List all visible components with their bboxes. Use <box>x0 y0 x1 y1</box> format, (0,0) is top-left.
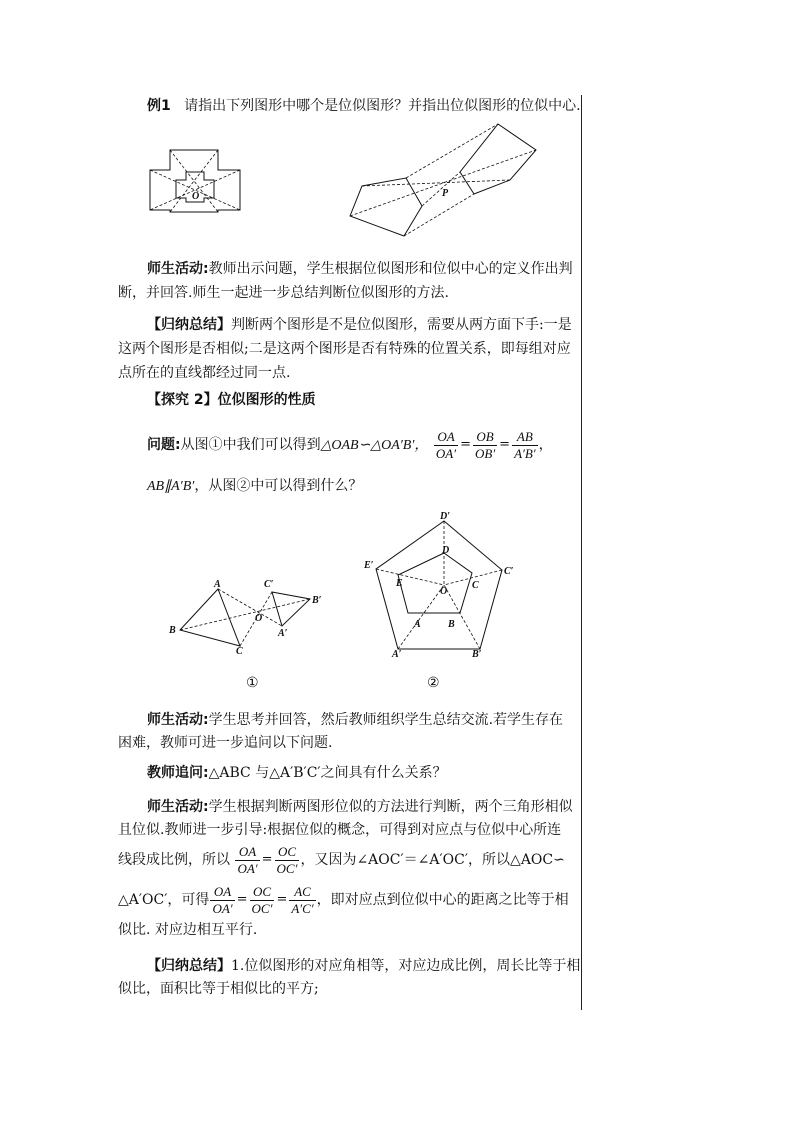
point-b: B <box>169 625 176 636</box>
center-p-label: P <box>442 188 449 199</box>
example1-line <box>147 96 581 116</box>
example1-text: 请指出下列图形中哪个是位似图形？并指出位似图形的位似中心. <box>184 98 581 114</box>
activity3-line3: 线段成比例，所以 $\frac{OA}{OA'}$ = $\frac{OC}{OC'}$ ，又因为∠AOC′＝∠A′OC′，所以△AOC∽ <box>118 843 565 876</box>
point-e-prime: E′ <box>364 560 374 571</box>
outer-cross-shape <box>150 150 240 212</box>
right-pentagon <box>460 124 536 194</box>
point-c-prime: C′ <box>504 566 514 577</box>
point-c: C <box>236 646 243 657</box>
figure2-caption: ② <box>427 675 440 691</box>
ratio-ab: $\frac{AB}{A'B'}$ <box>514 428 536 461</box>
ratio-oa: $\frac{OA}{OA'}$ <box>237 843 258 876</box>
summary2-line1: 【归纳总结】1.位似图形的对应角相等，对应边成比例，周长比等于相 <box>147 958 581 974</box>
ratio-oa-2: $\frac{OA}{OA'}$ <box>212 883 233 916</box>
activity3-line2: 且位似.教师进一步引导:根据位似的概念，可得到对应点与位似中心所连 <box>118 822 562 838</box>
point-e: E <box>396 578 403 589</box>
margin-rule <box>581 95 582 1010</box>
point-a: A <box>414 619 421 630</box>
activity1-line1: 师生活动:教师出示问题，学生根据位似图形和位似中心的定义作出判 <box>147 261 573 277</box>
cross-figure <box>148 150 244 212</box>
activity1-line2: 断，并回答.师生一起进一步总结判断位似图形的方法. <box>118 285 449 301</box>
summary1-line1: 【归纳总结】判断两个图形是不是位似图形，需要从两方面下手:一是 <box>147 317 572 333</box>
teacher-question-label: 教师追问: <box>147 765 209 781</box>
activity3-line1: 师生活动:学生根据判断两图形位似的方法进行判断，两个三角形相似 <box>147 799 573 815</box>
point-a-prime: A′ <box>278 628 288 639</box>
left-pentagon <box>350 178 422 236</box>
ratio-ac: $\frac{AC}{A'C'}$ <box>291 883 314 916</box>
activity2-line1: 师生活动:学生思考并回答，然后教师组织学生总结交流.若学生存在 <box>147 712 564 728</box>
parallel-statement: AB∥A′B′ <box>147 479 195 494</box>
point-o: O <box>440 586 448 597</box>
ratio-oc: $\frac{OC}{OC'}$ <box>276 843 298 876</box>
point-d-prime: D′ <box>440 511 451 522</box>
explore2-label: 【探究 2】 <box>147 392 218 408</box>
ratio-oa: $\frac{OA}{OA'}$ <box>435 428 457 461</box>
similar-statement: △OAB∽△OA′B′， <box>320 438 429 453</box>
summary1-line3: 点所在的直线都经过同一点. <box>118 365 291 381</box>
summary1-line2: 这两个图形是否相似;二是这两个图形是否有特殊的位置关系，即每组对应 <box>118 341 571 357</box>
activity2-line2: 困难，教师可进一步追问以下问题. <box>118 735 333 751</box>
summary2-line2: 似比，面积比等于相似比的平方; <box>118 981 319 997</box>
figure1-caption: ① <box>246 675 259 691</box>
activity3-line4: △A′OC′，可得 $\frac{OA}{OA'}$ = $\frac{OC}{OC'}$ = $\frac{AC}{A'C'}$ ，即对应点到位似中心的距离之比等于相 <box>118 883 569 916</box>
ratio-ob: $\frac{OB}{OB'}$ <box>474 428 496 461</box>
point-b-prime: B′ <box>472 649 482 660</box>
point-d: D <box>442 545 450 556</box>
activity3-line5: 似比. 对应边相互平行. <box>118 922 258 938</box>
point-a-prime: A′ <box>392 649 402 660</box>
outer-pentagon <box>376 521 502 649</box>
explore2-heading <box>147 390 316 410</box>
activity2-label: 师生活动: <box>147 712 209 728</box>
summary2-label: 【归纳总结】 <box>147 958 231 974</box>
teacher-question-line: 教师追问:△ABC 与△A′B′C′之间具有什么关系？ <box>147 765 447 781</box>
example1-label: 例1 <box>147 98 171 114</box>
pentagon-p-figure <box>348 124 540 236</box>
point-b-prime: B′ <box>312 595 322 606</box>
point-a: A <box>214 579 221 590</box>
question-line2: AB∥A′B′，从图②中可以得到什么？ <box>147 478 363 494</box>
figure2-pentagons <box>362 511 522 660</box>
summary1-label: 【归纳总结】 <box>147 317 231 333</box>
ratio-oc-2: $\frac{OC}{OC'}$ <box>251 883 273 916</box>
point-b: B <box>448 619 455 630</box>
question-label: 问题: <box>147 437 181 453</box>
triangle-a2b2c2 <box>272 592 310 626</box>
activity1-label: 师生活动: <box>147 261 209 277</box>
point-c: C <box>472 580 479 591</box>
point-o: O <box>255 613 263 624</box>
point-c-prime: C′ <box>264 579 274 590</box>
figure1-triangles <box>166 576 326 658</box>
center-o-label: O <box>192 191 200 202</box>
explore2-title: 位似图形的性质 <box>217 392 316 408</box>
question-line1: 问题:从图①中我们可以得到△OAB∽△OA′B′， $\frac{OA}{OA'}$ = $\frac{OB}{OB'}$ = $\frac{AB}{A'B'}$ ， <box>147 428 553 461</box>
activity3-label: 师生活动: <box>147 799 209 815</box>
